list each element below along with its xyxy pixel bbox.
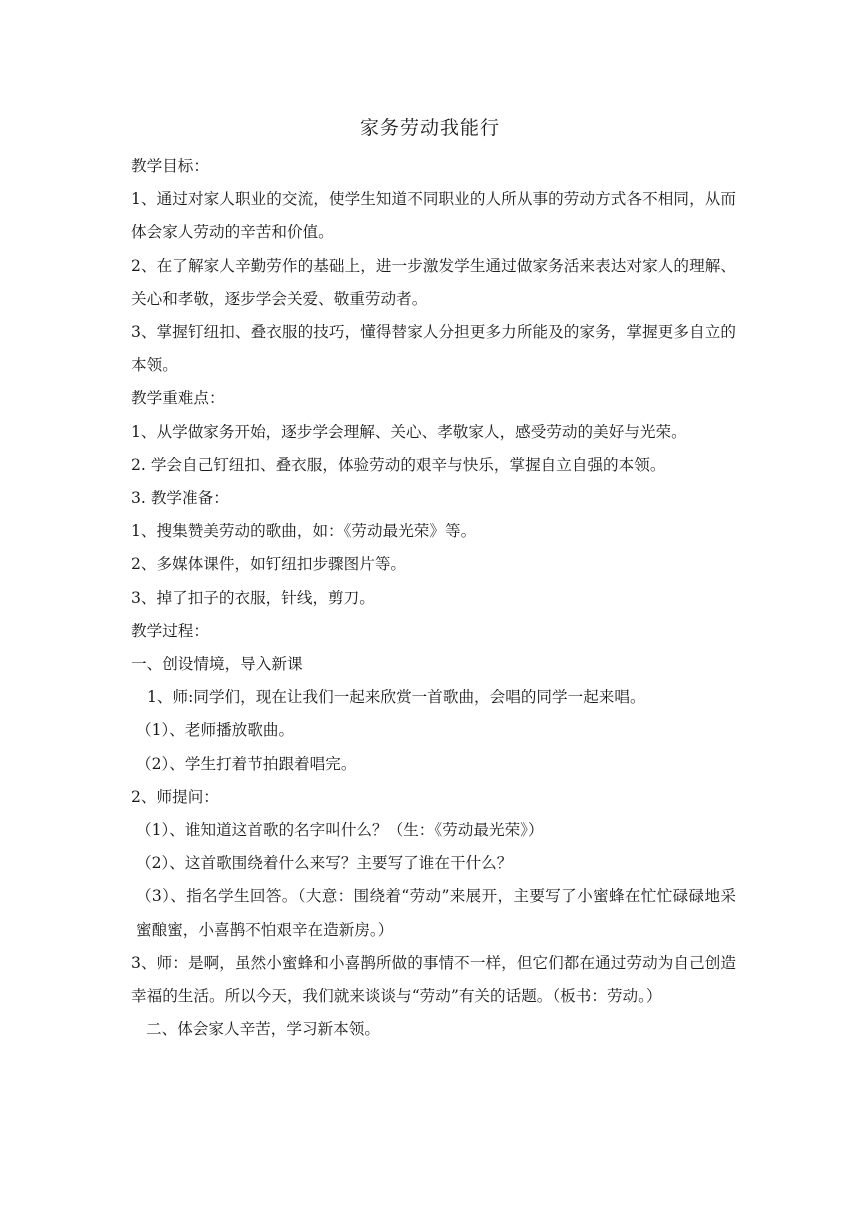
section-heading-key-points: 教学重难点：	[131, 389, 225, 408]
process-item: 3、师：是啊，虽然小蜜蜂和小喜鹊所做的事情不一样，但它们都在通过劳动为自己创造幸福的生活。所以今天，我们就来谈谈与“劳动”有关的话题。（板书：劳动。）	[131, 953, 736, 1006]
process-subitem: （1）、老师播放歌曲。	[136, 721, 295, 740]
preparation-item-3: 3、掉了扣子的衣服，针线，剪刀。	[131, 588, 375, 607]
process-step-1-heading: 一、创设情境，导入新课	[131, 655, 303, 674]
objective-item-1: 1、通过对家人职业的交流，使学生知道不同职业的人所从事的劳动方式各不相同，从而体会家人劳动的辛苦和价值。	[131, 190, 736, 242]
process-item: 1、师:同学们，现在让我们一起来欣赏一首歌曲，会唱的同学一起来唱。	[147, 688, 646, 707]
key-point-item-2: 2. 学会自己钉纽扣、叠衣服，体验劳动的艰辛与快乐，掌握自立自强的本领。	[131, 455, 666, 474]
process-subitem: （2）、学生打着节拍跟着唱完。	[136, 754, 357, 773]
process-subitem: （3）、指名学生回答。（大意：围绕着“劳动”来展开，主要写了小蜜蜂在忙忙碌碌地采蜜酿蜜，小喜鹊不怕艰辛在造新房。）	[136, 887, 736, 939]
objective-item-3: 3、掌握钉纽扣、叠衣服的技巧，懂得替家人分担更多力所能及的家务，掌握更多自立的本领。	[131, 323, 736, 375]
preparation-item-2: 2、多媒体课件，如钉纽扣步骤图片等。	[131, 555, 407, 574]
objective-item-2: 2、在了解家人辛勤劳作的基础上，进一步激发学生通过做家务活来表达对家人的理解、关心和孝敬，逐步学会关爱、敬重劳动者。	[131, 256, 736, 308]
document-body	[131, 150, 736, 1046]
process-item: 2、师提问：	[131, 787, 219, 806]
document-title: 家务劳动我能行	[359, 117, 500, 139]
process-step-2-heading: 二、体会家人辛苦，学习新本领。	[146, 1020, 380, 1039]
section-heading-objectives: 教学目标：	[131, 157, 209, 175]
key-point-item-1: 1、从学做家务开始，逐步学会理解、关心、孝敬家人，感受劳动的美好与光荣。	[131, 422, 687, 441]
section-heading-preparation: 3. 教学准备：	[131, 489, 229, 508]
preparation-item-1: 1、搜集赞美劳动的歌曲，如：《劳动最光荣》等。	[131, 522, 477, 541]
process-subitem: （2）、这首歌围绕着什么来写？主要写了谁在干什么？	[136, 854, 513, 873]
process-subitem: （1）、谁知道这首歌的名字叫什么？（生：《劳动最光荣》）	[136, 821, 544, 840]
section-heading-process: 教学过程：	[131, 621, 209, 640]
